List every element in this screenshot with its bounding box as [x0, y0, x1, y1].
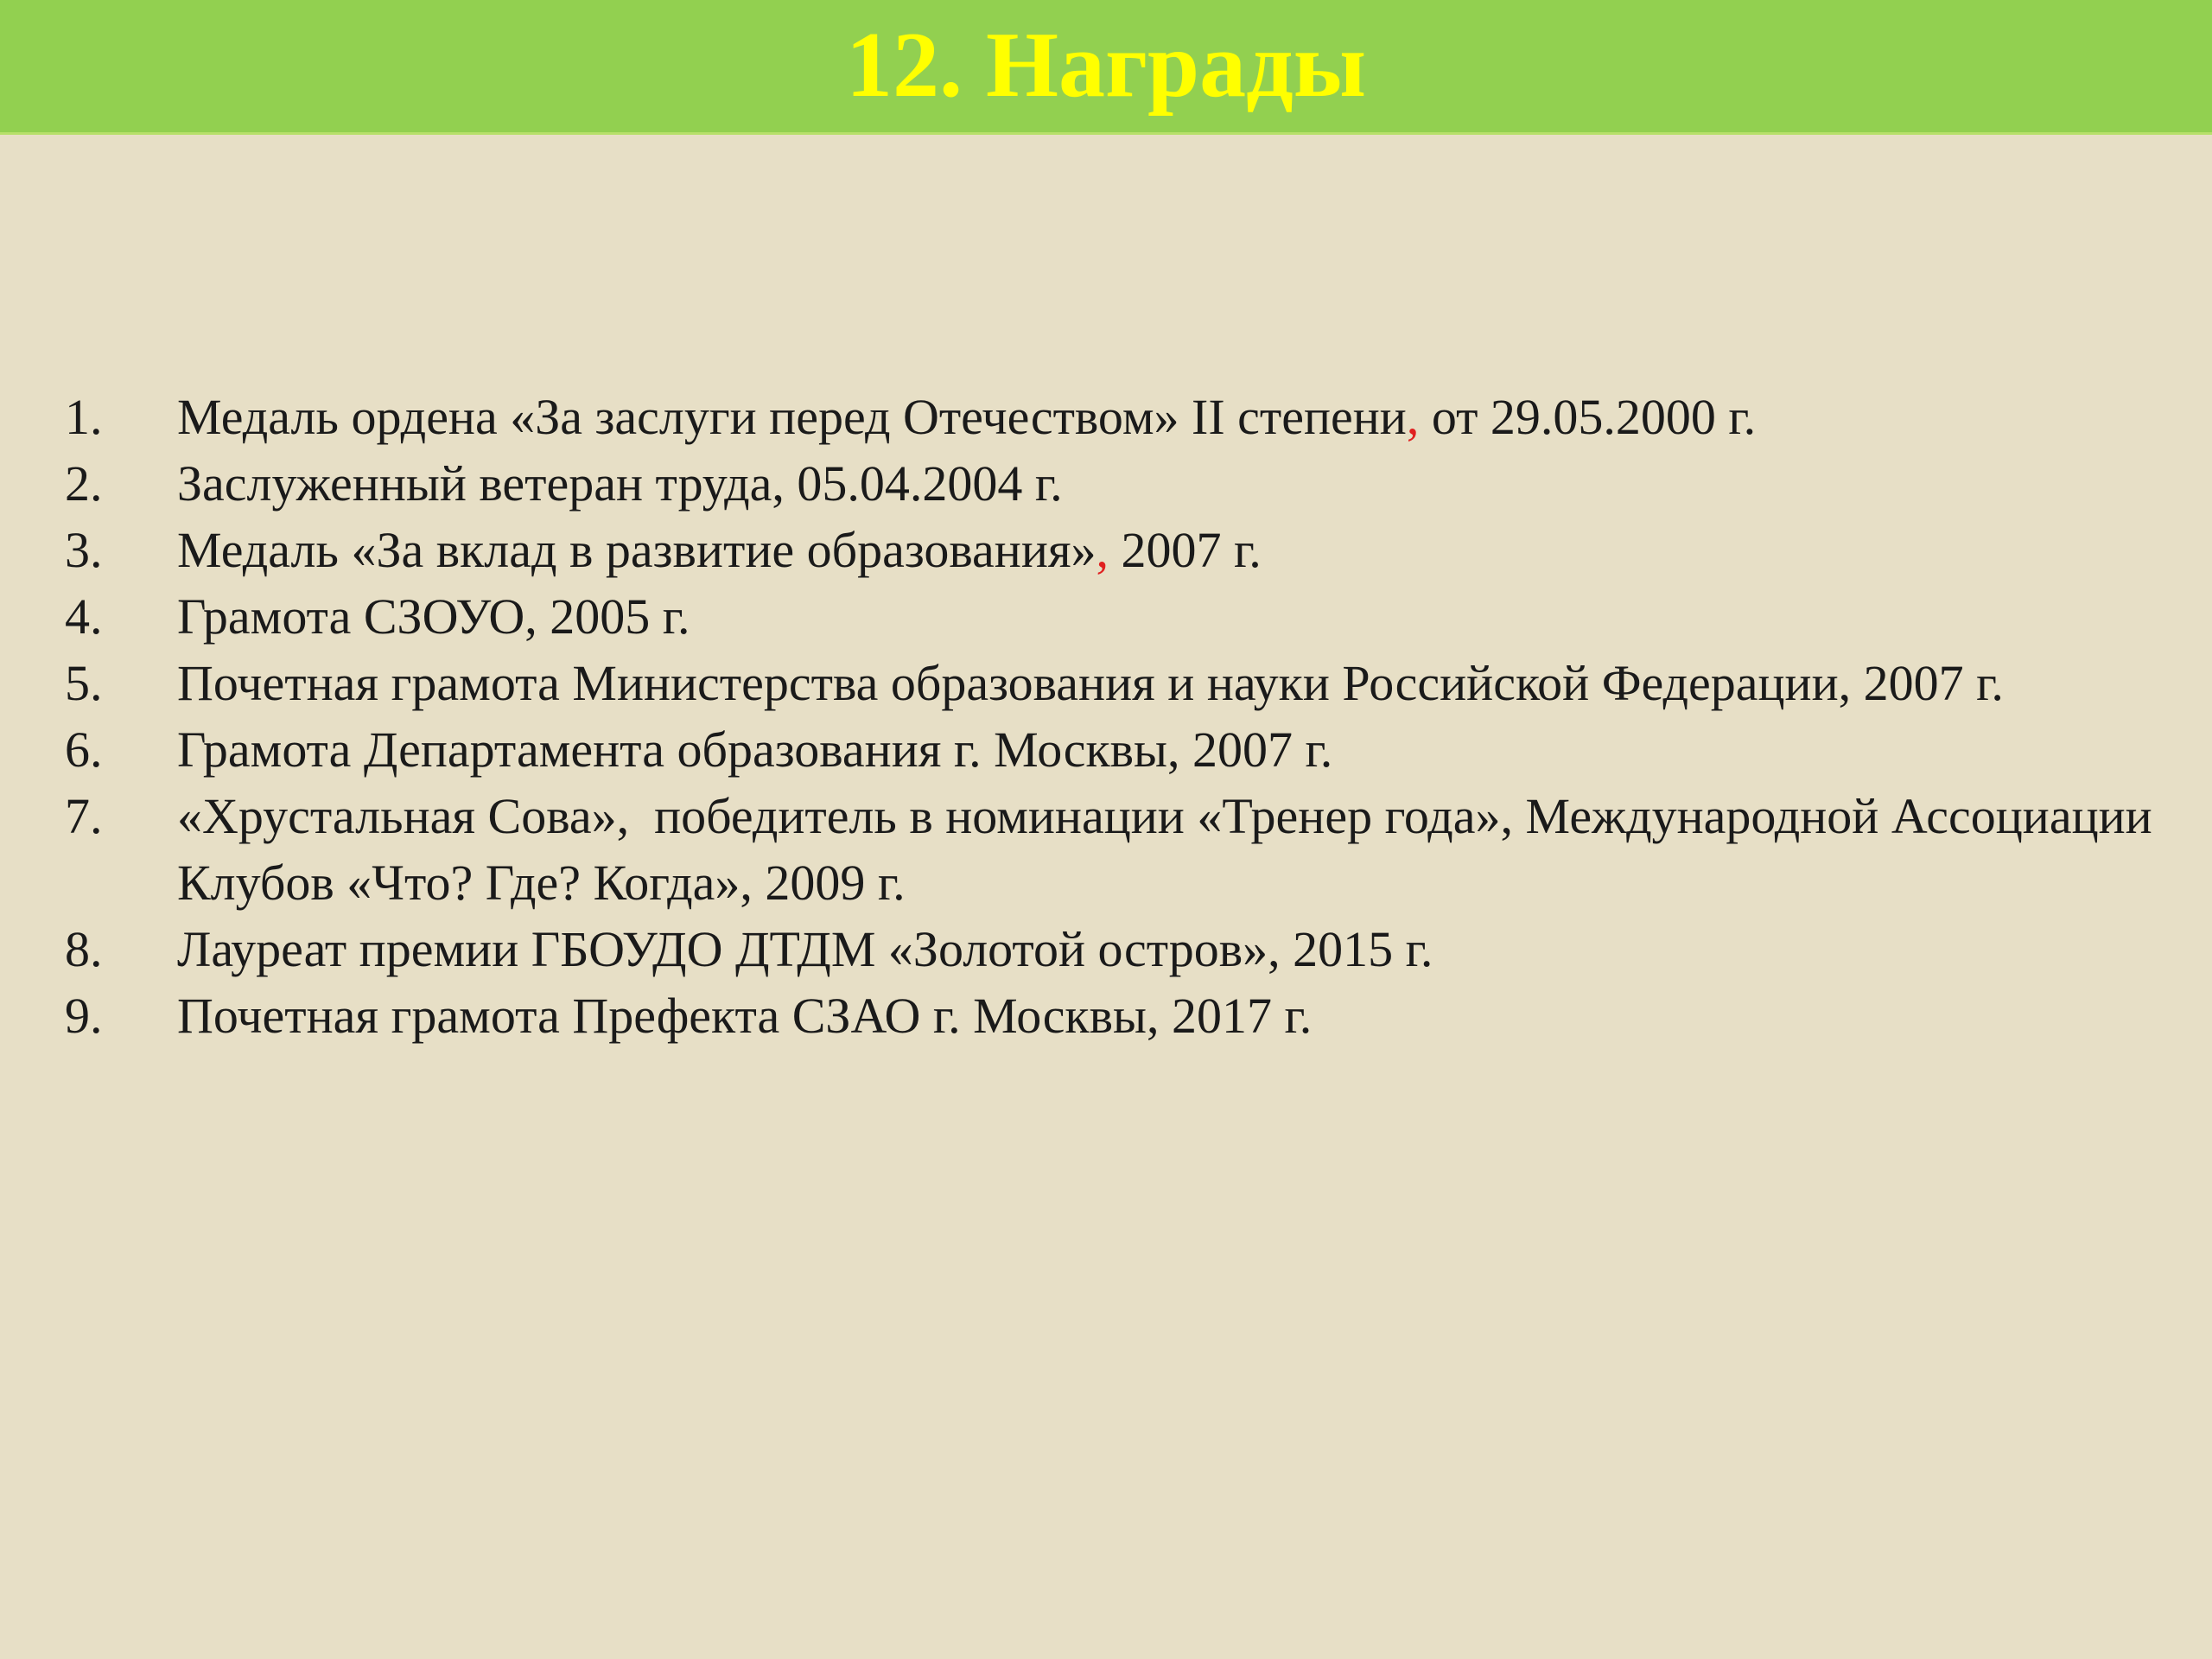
title-bar [0, 0, 2212, 135]
slide-title: 12. Награды [845, 14, 1367, 117]
item-number: 4. [65, 588, 103, 645]
item-text-main: Медаль «За вклад в развитие образования» [177, 522, 1096, 578]
item-text: Заслуженный ветеран труда, 05.04.2004 г. [177, 455, 1063, 512]
item-text: Почетная грамота Префекта СЗАО г. Москвы, 2017 г. [177, 988, 1313, 1044]
item-number: 1. [65, 389, 103, 445]
awards-list [65, 384, 2165, 1049]
item-text: Почетная грамота Министерства образования и науки Российской Федерации, 2007 г. [177, 655, 2004, 711]
item-text [177, 517, 2156, 583]
item-text: Грамота Департамента образования г. Москвы, 2007 г. [177, 721, 1333, 778]
item-number: 5. [65, 655, 103, 711]
list-item [65, 450, 2156, 517]
list-item [65, 982, 2156, 1049]
item-text [177, 384, 2156, 450]
list-item [65, 716, 2156, 783]
list-item [65, 583, 2156, 650]
item-number: 3. [65, 522, 103, 578]
item-text-main: Медаль ордена «За заслуги перед Отечеством» II степени [177, 389, 1407, 445]
red-comma: , [1406, 389, 1420, 445]
item-text-date: 2007 г. [1109, 522, 1262, 578]
list-item [65, 517, 2156, 583]
list-item [65, 650, 2156, 716]
item-number: 7. [65, 788, 103, 844]
item-number: 8. [65, 921, 103, 977]
list-item [65, 916, 2156, 982]
item-text: «Хрустальная Сова», победитель в номинации «Тренер года», Международной Ассоциации Клубов «Что? Где? Когда», 2009 г. [177, 788, 2165, 911]
item-number: 2. [65, 455, 103, 512]
item-text: Грамота СЗОУО, 2005 г. [177, 588, 690, 645]
list-item [65, 384, 2156, 450]
item-text-date: от 29.05.2000 г. [1419, 389, 1757, 445]
item-text: Лауреат премии ГБОУДО ДТДМ «Золотой остров», 2015 г. [177, 921, 1433, 977]
red-comma: , [1096, 522, 1109, 578]
list-item [65, 783, 2165, 916]
item-number: 6. [65, 721, 103, 778]
item-number: 9. [65, 988, 103, 1044]
